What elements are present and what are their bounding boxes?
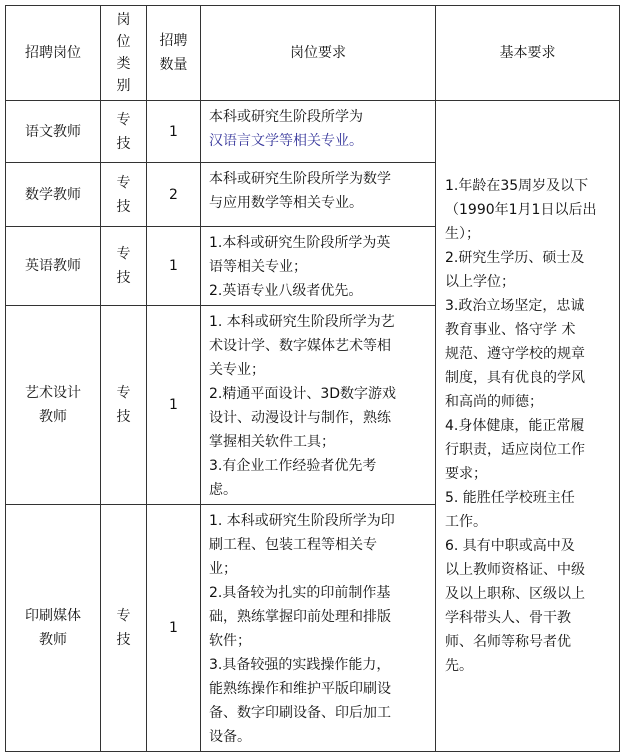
category-char: 技: [116, 270, 131, 286]
basic-line: 和高尚的师德；: [445, 394, 543, 410]
basic-line: 规范、遵守学校的规章: [445, 346, 585, 362]
table-row: [6, 101, 620, 163]
category-char: 技: [116, 409, 131, 425]
header-requirements: 岗位要求: [201, 6, 436, 101]
requirement-line: 1. 本科或研究生阶段所学为印: [209, 513, 395, 529]
recruitment-table: [5, 5, 620, 752]
basic-requirements-cell: [436, 101, 620, 752]
category-cell: [101, 306, 147, 505]
header-category-char: 位: [116, 34, 131, 50]
basic-line: 5. 能胜任学校班主任: [445, 490, 575, 506]
requirement-line: 设计、动漫设计与制作，熟练: [209, 410, 391, 426]
requirement-line: 本科或研究生阶段所学为: [209, 109, 363, 125]
requirement-line: 2.精通平面设计、3D数字游戏: [209, 386, 397, 402]
requirement-line: 备、数字印刷设备、印后加工: [209, 705, 391, 721]
count-cell: 1: [147, 306, 201, 505]
category-cell: [101, 101, 147, 163]
basic-line: 4.身体健康，能正常履: [445, 418, 585, 434]
requirement-line: 设备。: [209, 729, 251, 745]
position-line: 数学教师: [25, 186, 81, 203]
position-cell: [6, 505, 101, 752]
basic-line: 3.政治立场坚定，忠诚: [445, 298, 585, 314]
requirement-line: 软件；: [209, 633, 251, 649]
basic-line: 制度，具有优良的学风: [445, 370, 585, 386]
category-char: 专: [116, 608, 131, 624]
category-char: 技: [116, 632, 131, 648]
basic-line: 工作。: [445, 514, 487, 530]
position-line: 英语教师: [25, 258, 81, 274]
category-cell: [101, 163, 147, 227]
basic-line: 师、名师等称号者优: [445, 634, 571, 650]
position-line: 印刷媒体: [25, 608, 81, 624]
requirement-line: 与应用数学等相关专业。: [209, 195, 363, 211]
header-category-char: 岗: [116, 12, 131, 28]
basic-line: 教育事业、恪守学 术: [445, 322, 576, 338]
header-count-line: 招聘: [159, 33, 188, 49]
requirements-cell: [201, 101, 436, 163]
basic-line: 先。: [445, 658, 473, 674]
header-category: [101, 6, 147, 101]
basic-line: 6. 具有中职或高中及: [445, 538, 575, 554]
basic-line: （1990年1月1日以后出: [445, 202, 597, 218]
basic-line: 以上教师资格证、中级: [445, 562, 585, 578]
category-char: 技: [116, 198, 131, 215]
count-cell: 1: [147, 227, 201, 306]
requirement-line: 3.有企业工作经验者优先考: [209, 458, 377, 474]
requirement-line: 能熟练操作和维护平版印刷设: [209, 681, 391, 697]
header-basic: 基本要求: [436, 6, 620, 101]
header-row: [6, 6, 620, 101]
category-char: 专: [116, 111, 131, 128]
requirement-line: 术设计学、数字媒体艺术等相: [209, 338, 391, 354]
basic-line: 2.研究生学历、硕士及: [445, 250, 585, 266]
requirement-line: 刷工程、包装工程等相关专: [209, 537, 377, 553]
position-cell: [6, 227, 101, 306]
basic-line: 1.年龄在35周岁及以下: [445, 178, 589, 194]
requirement-line: 础，熟练掌握印前处理和排版: [209, 609, 391, 625]
requirement-line: 1.本科或研究生阶段所学为英: [209, 235, 391, 251]
category-char: 专: [116, 174, 131, 191]
count-cell: 1: [147, 101, 201, 163]
position-line: 教师: [39, 632, 67, 648]
basic-line: 学科带头人、骨干教: [445, 610, 571, 626]
count-cell: 2: [147, 163, 201, 227]
basic-line: 行职责，适应岗位工作: [445, 442, 585, 458]
header-category-char: 类: [116, 56, 131, 72]
requirement-line: 2.英语专业八级者优先。: [209, 283, 363, 299]
position-line: 教师: [39, 409, 67, 425]
requirement-line: 掌握相关软件工具；: [209, 434, 335, 450]
requirement-line: 2.具备较为扎实的印前制作基: [209, 585, 391, 601]
basic-line: 及以上职称、区级以上: [445, 586, 585, 602]
requirement-line: 3.具备较强的实践操作能力，: [209, 657, 391, 673]
requirements-cell: [201, 163, 436, 227]
requirement-line: 语等相关专业；: [209, 259, 307, 275]
position-line: 艺术设计: [25, 385, 81, 401]
header-category-char: 别: [116, 78, 131, 94]
category-char: 专: [116, 246, 131, 262]
requirements-cell: [201, 306, 436, 505]
requirement-line: 虑。: [209, 482, 237, 498]
requirements-cell: [201, 227, 436, 306]
basic-line: 以上学位；: [445, 274, 515, 290]
category-cell: [101, 227, 147, 306]
basic-line: 要求；: [445, 466, 487, 482]
requirement-line: 关专业；: [209, 362, 265, 378]
requirement-line: 1. 本科或研究生阶段所学为艺: [209, 314, 395, 330]
header-count-line: 数量: [159, 57, 188, 73]
count-cell: 1: [147, 505, 201, 752]
category-char: 技: [116, 135, 131, 152]
basic-line: 生）；: [445, 226, 480, 242]
requirements-cell: [201, 505, 436, 752]
requirement-line: 本科或研究生阶段所学为数学: [209, 171, 391, 187]
header-count: [147, 6, 201, 101]
requirement-line: 业；: [209, 561, 237, 577]
position-cell: [6, 163, 101, 227]
position-cell: [6, 101, 101, 163]
position-cell: [6, 306, 101, 505]
position-line: 语文教师: [25, 123, 81, 140]
requirement-line: 汉语言文学等相关专业。: [209, 133, 363, 149]
category-cell: [101, 505, 147, 752]
category-char: 专: [116, 385, 131, 401]
header-position: 招聘岗位: [6, 6, 101, 101]
